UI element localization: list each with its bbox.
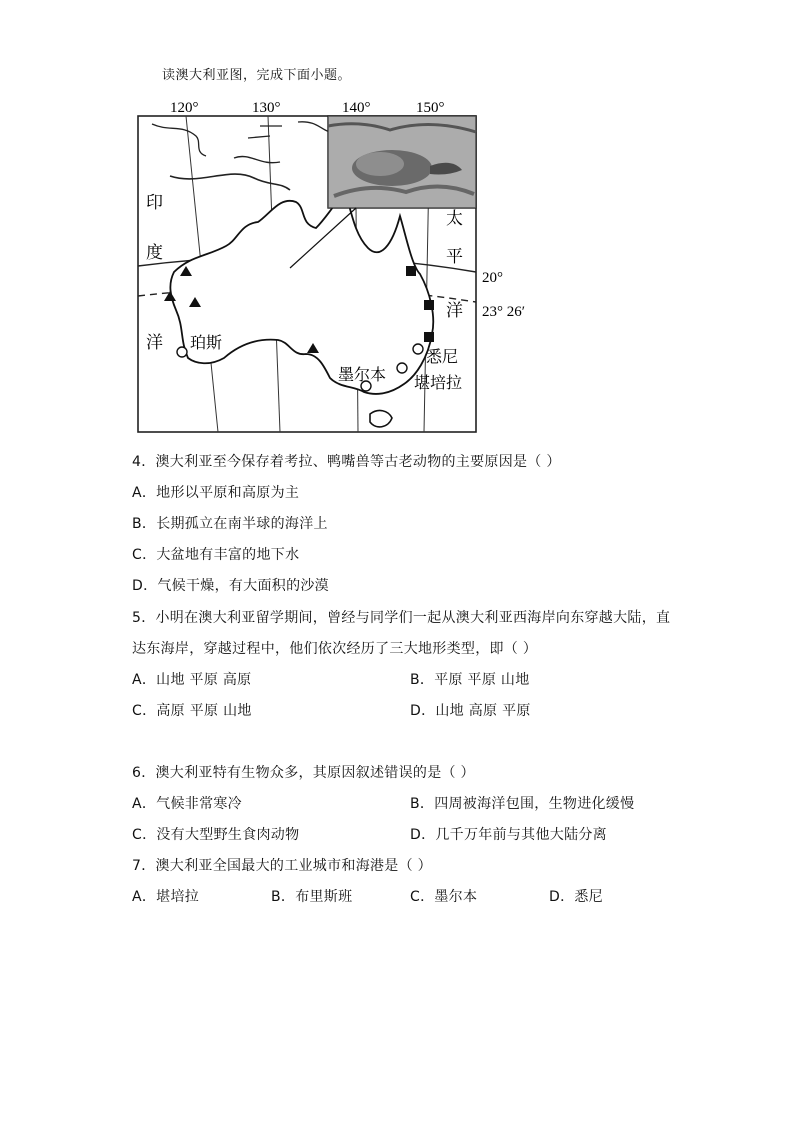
question-4-option-d: D．气候干燥，有大面积的沙漠 (132, 578, 329, 594)
intro-text: 读澳大利亚图，完成下面小题。 (162, 68, 352, 83)
question-4-stem: 4．澳大利亚至今保存着考拉、鸭嘴兽等古老动物的主要原因是（ ） (132, 454, 561, 470)
ocean-east-char-3: 洋 (446, 301, 463, 321)
question-7-option-a: A．堪培拉 (132, 889, 200, 905)
question-6-option-b: B．四周被海洋包围，生物进化缓慢 (410, 796, 635, 812)
mine-square-1 (406, 266, 416, 276)
lon-label-120: 120° (170, 100, 199, 116)
mine-square-3 (424, 332, 434, 342)
question-4-option-c: C．大盆地有丰富的地下水 (132, 547, 300, 563)
question-5-option-b: B．平原 平原 山地 (410, 672, 530, 688)
canberra-dot (397, 363, 407, 373)
ocean-west-char-3: 洋 (146, 333, 163, 353)
lat-label-20: 20° (482, 270, 503, 286)
question-7-option-b: B．布里斯班 (271, 889, 353, 905)
city-label-sydney: 悉尼 (426, 347, 459, 366)
question-4-option-b: B．长期孤立在南半球的海洋上 (132, 516, 328, 532)
question-5-option-c: C．高原 平原 山地 (132, 703, 252, 719)
city-label-perth: 珀斯 (190, 333, 223, 352)
map-svg (130, 96, 526, 436)
question-7-option-d: D．悉尼 (549, 889, 603, 905)
question-4-option-a: A．地形以平原和高原为主 (132, 485, 300, 501)
question-6-option-a: A．气候非常寒冷 (132, 796, 242, 812)
australia-map (130, 96, 526, 436)
city-label-melbourne: 墨尔本 (338, 365, 387, 384)
ocean-east-char-1: 太 (446, 209, 463, 229)
question-5-option-d: D．山地 高原 平原 (410, 703, 531, 719)
mine-square-2 (424, 300, 434, 310)
question-7-stem: 7．澳大利亚全国最大的工业城市和海港是（ ） (132, 858, 432, 874)
question-5-stem-line-2: 达东海岸，穿越过程中，他们依次经历了三大地形类型，即（ ） (132, 641, 538, 657)
question-5-stem-line-1: 5．小明在澳大利亚留学期间，曾经与同学们一起从澳大利亚西海岸向东穿越大陆，直 (132, 610, 671, 626)
ocean-east-char-2: 平 (446, 247, 463, 267)
city-label-canberra: 堪培拉 (414, 373, 463, 392)
lon-label-140: 140° (342, 100, 371, 116)
question-6-option-d: D．几千万年前与其他大陆分离 (410, 827, 607, 843)
ocean-west-char-1: 印 (146, 193, 163, 213)
perth-dot (177, 347, 187, 357)
question-6-stem: 6．澳大利亚特有生物众多，其原因叙述错误的是（ ） (132, 765, 475, 781)
ocean-west-char-2: 度 (146, 243, 163, 263)
lon-label-150: 150° (416, 100, 445, 116)
question-6-option-c: C．没有大型野生食肉动物 (132, 827, 300, 843)
question-7-option-c: C．墨尔本 (410, 889, 478, 905)
lat-label-tropic: 23° 26′ (482, 304, 526, 320)
lon-label-130: 130° (252, 100, 281, 116)
sydney-dot (413, 344, 423, 354)
question-5-option-a: A．山地 平原 高原 (132, 672, 252, 688)
